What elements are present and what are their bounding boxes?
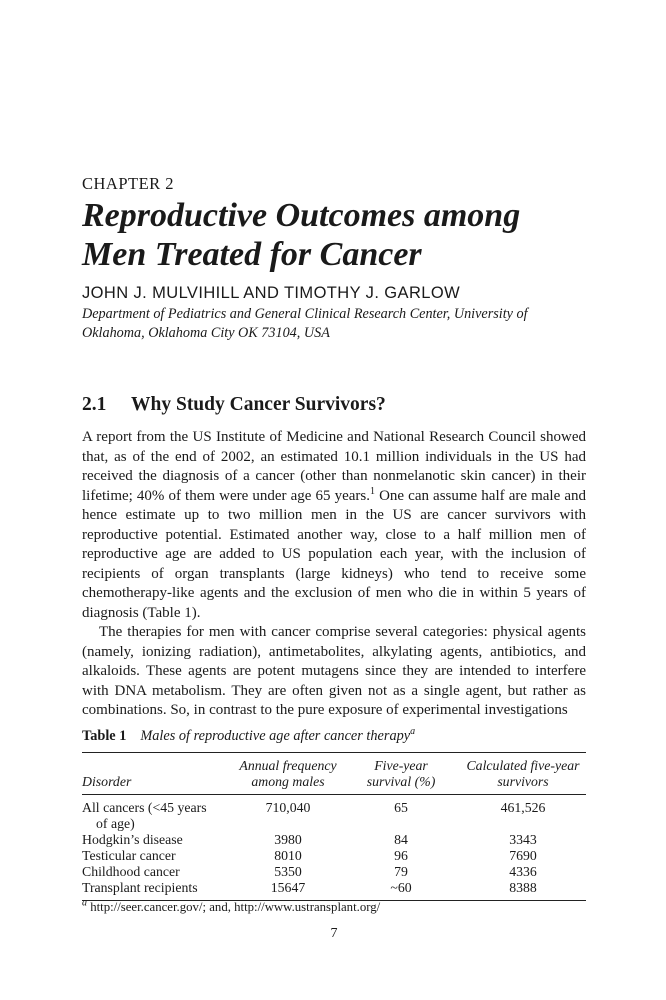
- cell-annual: 8010: [274, 848, 302, 863]
- footnote-text: http://seer.cancer.gov/; and, http://www.ustransplant.org/: [87, 900, 381, 914]
- chapter-title-line-1: Reproductive Outcomes among: [82, 197, 521, 234]
- reference-marker: 1: [370, 485, 375, 497]
- section-heading: [82, 394, 386, 416]
- cell-disorder: Transplant recipients: [82, 880, 234, 901]
- cell-disorder: Testicular cancer: [82, 848, 176, 863]
- paragraph-1-text-b: One can assume half are male and hence estimate up to two million men in the US are cancer survivors with reproductive potential. Estimated another way, close to a half million men of reproductive age are added to US population each year, with the inclusion of recipients of organ transplants (large kidneys) who tend to receive some chemotherapy-like agents and the exclusion of men who die in within 5 years of diagnosis (Table 1).: [82, 487, 587, 621]
- table-label: Table 1: [82, 728, 127, 744]
- cell-survival: 65: [394, 800, 408, 815]
- table-row: [82, 795, 586, 833]
- cell-annual: 15647: [234, 880, 342, 901]
- table-row: [82, 880, 586, 901]
- paragraph-1: [82, 428, 586, 623]
- section-title: Why Study Cancer Survivors?: [131, 394, 386, 415]
- cell-annual: 5350: [274, 864, 302, 879]
- chapter-label: CHAPTER 2: [82, 174, 175, 193]
- paragraph-2: The therapies for men with cancer comprise several categories: physical agents (namely, ionizing radiation), antimetabolites, alkylating agents, antibiotics, and alkaloids. These agents are potent mutagens since they are intended to interfere with DNA metabolism. They are often given not as a single agent, but rather as combinations. So, in contrast to the pure exposure of experimental investigations: [82, 624, 586, 718]
- cell-survival: 96: [394, 848, 408, 863]
- cell-calculated: 3343: [509, 832, 537, 847]
- cell-annual: 710,040: [265, 800, 311, 815]
- header-five-year-survival: Five-year survival (%): [342, 753, 460, 795]
- cell-annual: 3980: [274, 832, 302, 847]
- affiliation-line-2: Oklahoma, Oklahoma City OK 73104, USA: [82, 325, 330, 341]
- data-table: [82, 752, 586, 901]
- table-caption-text: Males of reproductive age after cancer therapy: [140, 728, 411, 744]
- cell-survival: 79: [394, 864, 408, 879]
- cell-survival: ~60: [342, 880, 460, 901]
- header-disorder: Disorder: [82, 753, 234, 795]
- page-number: 7: [330, 926, 338, 941]
- cell-disorder: Childhood cancer: [82, 864, 180, 879]
- body-text: [82, 428, 586, 721]
- authors: JOHN J. MULVIHILL AND TIMOTHY J. GARLOW: [82, 284, 461, 302]
- header-annual-frequency: Annual frequency among males: [234, 753, 342, 795]
- table-caption-note-mark: a: [410, 726, 416, 738]
- cell-calculated: 461,526: [500, 800, 546, 815]
- cell-calculated: 8388: [460, 880, 586, 901]
- chapter-title: [82, 196, 520, 274]
- table-footnote: [82, 897, 381, 915]
- table-row: [82, 848, 586, 864]
- chapter-title-line-2: Men Treated for Cancer: [82, 236, 422, 273]
- section-number: 2.1: [82, 394, 107, 415]
- cell-disorder: Hodgkin’s disease: [82, 832, 183, 847]
- table-caption: [82, 728, 415, 745]
- cell-calculated: 7690: [509, 848, 537, 863]
- table-row: [82, 832, 586, 848]
- cell-disorder: All cancers (<45 years of age): [82, 800, 207, 831]
- header-calculated-survivors: Calculated five-year survivors: [460, 753, 586, 795]
- table-row: [82, 864, 586, 880]
- cell-survival: 84: [394, 832, 408, 847]
- footnote-mark: a: [82, 897, 87, 909]
- paragraph-1-text-a: A report from the US Institute of Medicine and National Research Council showed that, as of the end of 2002, an estimated 10.1 million individuals in the US had received the diagnosis of a cancer (other than nonmelanotic skin cancer) in their lifetime; 40% of them were under age 65 years.: [82, 429, 586, 504]
- affiliation: [82, 305, 586, 343]
- table-header-row: [82, 753, 586, 795]
- cell-calculated: 4336: [509, 864, 537, 879]
- affiliation-line-1: Department of Pediatrics and General Clinical Research Center, University of: [82, 306, 528, 322]
